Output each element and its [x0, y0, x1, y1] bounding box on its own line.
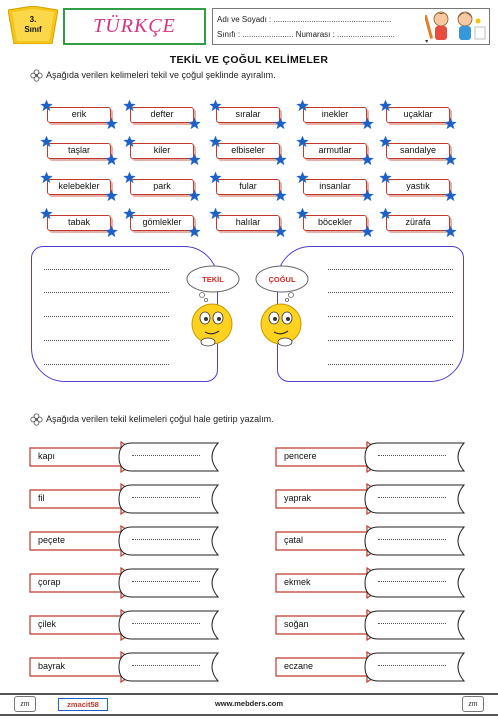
star-icon [444, 117, 457, 130]
star-icon [444, 225, 457, 238]
star-icon [209, 99, 222, 112]
plural-answer-field[interactable] [118, 567, 220, 599]
singular-word: çorap [38, 577, 61, 587]
singular-word: fil [38, 493, 45, 503]
footer-logo-left: zm [14, 696, 36, 712]
star-icon [361, 117, 374, 130]
word-tile [213, 139, 283, 161]
singular-word: pencere [284, 451, 317, 461]
star-icon [123, 171, 136, 184]
word-tile [44, 103, 114, 125]
answer-line[interactable] [44, 316, 169, 317]
word-tile [300, 103, 370, 125]
flower-bullet-icon [30, 413, 43, 426]
answer-line[interactable] [328, 316, 453, 317]
subject-title: TÜRKÇE [93, 15, 176, 37]
plural-answer-field[interactable] [364, 525, 466, 557]
star-icon [40, 99, 53, 112]
tile-word: tabak [67, 217, 91, 227]
plural-answer-field[interactable] [118, 525, 220, 557]
singular-word: soğan [284, 619, 309, 629]
star-icon [379, 99, 392, 112]
plural-answer-field[interactable] [364, 567, 466, 599]
tile-word: insanlar [319, 181, 351, 191]
answer-line[interactable] [44, 340, 169, 341]
answer-line[interactable] [378, 623, 446, 624]
answer-line[interactable] [44, 269, 169, 270]
plural-label: ÇOĞUL [268, 275, 296, 284]
star-icon [274, 189, 287, 202]
word-tile [383, 211, 453, 233]
tile-word: kiler [153, 145, 171, 155]
grade-badge [8, 6, 58, 44]
singular-label: TEKİL [202, 275, 224, 284]
star-icon [123, 207, 136, 220]
star-icon [188, 189, 201, 202]
star-icon [274, 153, 287, 166]
plural-answer-field[interactable] [118, 441, 220, 473]
star-icon [123, 99, 136, 112]
answer-line[interactable] [132, 497, 200, 498]
word-tile [300, 139, 370, 161]
tile-word: zürafa [405, 217, 431, 227]
star-icon [105, 153, 118, 166]
word-tile [300, 175, 370, 197]
answer-line[interactable] [378, 455, 446, 456]
singular-word: çatal [284, 535, 304, 545]
star-icon [40, 171, 53, 184]
author-badge: zmacit58 [58, 698, 108, 711]
singular-word: yaprak [284, 493, 312, 503]
answer-line[interactable] [328, 292, 453, 293]
grade-number: 3. [29, 15, 37, 24]
word-tile [44, 211, 114, 233]
tile-word: elbiseler [231, 145, 265, 155]
singular-word: peçete [38, 535, 66, 545]
star-icon [379, 135, 392, 148]
tile-word: armutlar [318, 145, 352, 155]
word-tile [213, 175, 283, 197]
tile-word: böcekler [317, 217, 353, 227]
answer-line[interactable] [328, 340, 453, 341]
tile-word: gömlekler [142, 217, 182, 227]
star-icon [296, 135, 309, 148]
tile-word: inekler [321, 109, 349, 119]
star-icon [274, 117, 287, 130]
word-tile [127, 103, 197, 125]
worksheet-title: TEKİL VE ÇOĞUL KELİMELER [169, 54, 329, 66]
footer-divider [0, 693, 498, 695]
tile-word: uçaklar [403, 109, 433, 119]
tile-word: halılar [235, 217, 261, 227]
answer-line[interactable] [132, 581, 200, 582]
star-icon [361, 189, 374, 202]
star-icon [188, 225, 201, 238]
star-icon [209, 171, 222, 184]
star-icon [209, 135, 222, 148]
answer-line[interactable] [378, 581, 446, 582]
word-tile [127, 211, 197, 233]
answer-line[interactable] [132, 455, 200, 456]
singular-word: çilek [38, 619, 57, 629]
word-tile [44, 139, 114, 161]
star-icon [444, 153, 457, 166]
tile-word: park [153, 181, 171, 191]
plural-answer-field[interactable] [364, 441, 466, 473]
star-icon [123, 135, 136, 148]
answer-line[interactable] [328, 269, 453, 270]
plural-answer-field[interactable] [118, 651, 220, 683]
answer-line[interactable] [378, 497, 446, 498]
singular-word: ekmek [284, 577, 311, 587]
star-icon [274, 225, 287, 238]
class-line: Sınıfı : ....................... Numarası : .......................... [217, 30, 395, 39]
website-link[interactable]: www.mebders.com [214, 699, 284, 708]
star-icon [40, 207, 53, 220]
tile-word: kelebekler [58, 181, 100, 191]
answer-line[interactable] [44, 364, 169, 365]
plural-answer-field[interactable] [364, 483, 466, 515]
grade-label: Sınıf [24, 25, 42, 34]
singular-emoji [184, 262, 242, 352]
star-icon [105, 189, 118, 202]
singular-word: eczane [284, 661, 314, 671]
star-icon [361, 225, 374, 238]
tile-word: yastık [406, 181, 430, 191]
star-icon [105, 117, 118, 130]
plural-answer-field[interactable] [364, 651, 466, 683]
word-tile [383, 175, 453, 197]
footer-divider [0, 714, 498, 716]
word-tile [213, 103, 283, 125]
answer-line[interactable] [132, 665, 200, 666]
word-tile [127, 175, 197, 197]
star-icon [296, 207, 309, 220]
star-icon [361, 153, 374, 166]
children-drawing-icon [425, 9, 487, 43]
tile-word: defter [150, 109, 174, 119]
star-icon [379, 171, 392, 184]
tile-word: erik [71, 109, 87, 119]
tile-word: fular [239, 181, 257, 191]
star-icon [379, 207, 392, 220]
star-icon [444, 189, 457, 202]
flower-bullet-icon [30, 69, 43, 82]
footer-logo-right: zm [462, 696, 484, 712]
word-tile [383, 103, 453, 125]
tile-word: sandalye [399, 145, 437, 155]
star-icon [40, 135, 53, 148]
answer-line[interactable] [378, 539, 446, 540]
word-tile [383, 139, 453, 161]
plural-emoji [253, 262, 311, 352]
plural-answer-field[interactable] [118, 609, 220, 641]
star-icon [188, 153, 201, 166]
word-tile [127, 139, 197, 161]
star-icon [296, 99, 309, 112]
subject-box [63, 8, 206, 45]
word-tile [213, 211, 283, 233]
tile-word: sıralar [235, 109, 261, 119]
plural-answer-field[interactable] [118, 483, 220, 515]
singular-word: bayrak [38, 661, 66, 671]
answer-line[interactable] [378, 665, 446, 666]
instruction-plural: Aşağıda verilen tekil kelimeleri çoğul hale getirip yazalım. [46, 414, 274, 424]
answer-line[interactable] [132, 623, 200, 624]
star-icon [188, 117, 201, 130]
star-icon [209, 207, 222, 220]
word-tile [44, 175, 114, 197]
star-icon [296, 171, 309, 184]
tile-word: taşlar [67, 145, 90, 155]
name-line: Adı ve Soyadı : ..................................................... [217, 15, 392, 24]
word-tile [300, 211, 370, 233]
answer-line[interactable] [132, 539, 200, 540]
instruction-sort: Aşağıda verilen kelimeleri tekil ve çoğul şeklinde ayıralım. [46, 70, 276, 80]
star-icon [105, 225, 118, 238]
plural-answer-field[interactable] [364, 609, 466, 641]
answer-line[interactable] [328, 364, 453, 365]
singular-word: kapı [38, 451, 56, 461]
answer-line[interactable] [44, 292, 169, 293]
